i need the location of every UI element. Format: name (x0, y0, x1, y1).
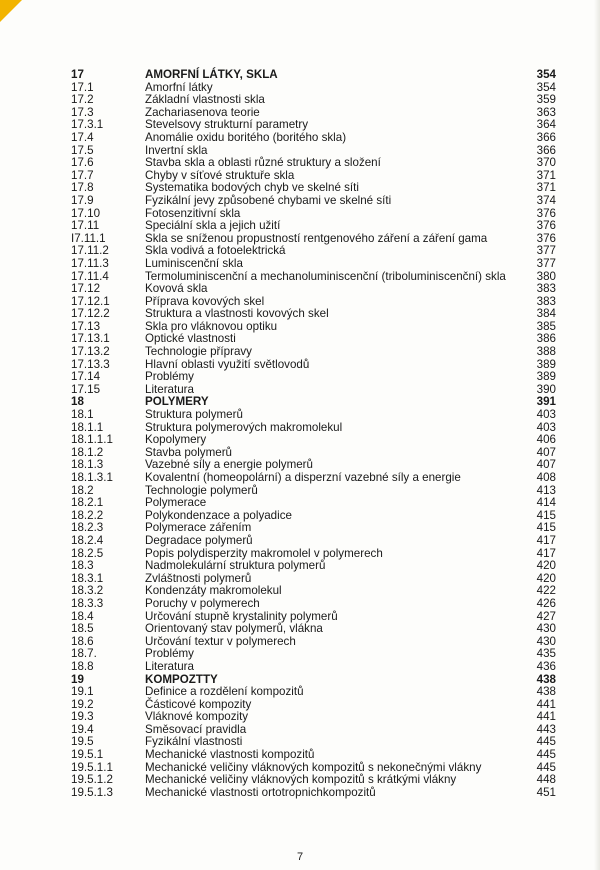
toc-num: 18.3.2 (71, 584, 104, 598)
toc-row (71, 636, 556, 649)
toc-title: Definice a rozdělení kompozitů (145, 685, 304, 699)
toc-num: 17.11 (71, 219, 100, 233)
toc-page: 427 (536, 609, 556, 623)
toc-num: 19.5.1.2 (71, 773, 113, 787)
toc-page: 376 (536, 219, 556, 233)
toc-row (71, 333, 556, 346)
toc-row (71, 598, 556, 611)
toc-num: 17.3.1 (71, 118, 104, 132)
toc-page: 445 (536, 735, 556, 749)
toc-title: Kondenzáty makromolekul (145, 584, 282, 598)
toc-title: Speciální skla a jejich užití (145, 219, 281, 233)
toc-page: 415 (536, 521, 556, 535)
toc-num: 17.12 (71, 282, 101, 296)
toc-num: 19.3 (71, 710, 94, 724)
toc-title: Polymerace (145, 496, 207, 510)
toc-page: 354 (536, 68, 556, 81)
toc-num: 19.4 (71, 722, 94, 736)
toc-title: Struktura polymerů (145, 408, 243, 422)
toc-num: 17.7 (71, 168, 94, 182)
toc-title: Směsovací pravidla (145, 722, 247, 736)
toc-num: 19.1 (71, 685, 94, 699)
toc-num: 18.2 (71, 483, 94, 497)
toc-chapter-row (71, 396, 556, 409)
toc-title: Mechanické vlastnosti kompozitů (145, 748, 315, 762)
toc-title: Nadmolekulární struktura polymerů (145, 559, 326, 573)
toc-row (71, 686, 556, 699)
toc-row (71, 711, 556, 724)
toc-title: Popis polydisperzity makromolel v polymerech (145, 546, 383, 560)
toc-title: Zachariasenova teorie (145, 105, 260, 119)
toc-num: 18.1.1 (71, 420, 104, 434)
toc-page: 359 (536, 93, 556, 107)
toc-title: Technologie polymerů (145, 483, 258, 497)
toc-page: 441 (536, 710, 556, 724)
toc-row (71, 787, 556, 800)
toc-row (71, 107, 556, 120)
toc-num: 18.2.2 (71, 508, 104, 522)
toc-row (71, 774, 556, 787)
toc-row (71, 283, 556, 296)
toc-page: 408 (536, 471, 556, 484)
toc-title: Polykondenzace a polyadice (145, 508, 292, 522)
toc-title: Technologie přípravy (145, 345, 252, 359)
toc-row (71, 409, 556, 422)
table-of-contents (71, 69, 556, 799)
toc-num: 18 (71, 395, 84, 409)
toc-title: Problémy (145, 647, 194, 661)
toc-title: Základní vlastnosti skla (145, 93, 265, 107)
toc-num: 17.8 (71, 181, 94, 195)
toc-num: 17.14 (71, 370, 101, 384)
toc-page: 430 (536, 634, 556, 648)
toc-row (71, 699, 556, 712)
toc-page: 415 (536, 508, 556, 522)
toc-num: 18.7. (71, 647, 97, 661)
toc-page: 385 (536, 319, 556, 333)
toc-num: 17.11.3 (71, 256, 109, 270)
toc-num: 17.3 (71, 105, 94, 119)
toc-row (71, 384, 556, 397)
toc-title: KOMPOZTTY (145, 672, 218, 686)
toc-num: 17.5 (71, 143, 94, 157)
toc-page: 377 (536, 244, 556, 258)
toc-num: 19 (71, 672, 84, 686)
toc-num: 19.5.1.3 (71, 785, 113, 799)
toc-num: 17.10 (71, 206, 101, 220)
toc-num: 18.1.1.1 (71, 433, 113, 447)
toc-num: 17.15 (71, 382, 101, 396)
toc-page: 366 (536, 143, 556, 157)
toc-title: Mechanické veličiny vláknových kompozitů s nekonečnými vlákny (145, 760, 482, 774)
toc-row (71, 245, 556, 258)
toc-num: 18.3.3 (71, 596, 104, 610)
toc-page: 376 (536, 206, 556, 220)
toc-page: 377 (536, 256, 556, 270)
toc-num: 18.3 (71, 559, 94, 573)
toc-row (71, 422, 556, 435)
toc-page: 438 (536, 672, 556, 686)
toc-title: Fotosenzitivní skla (145, 206, 241, 220)
toc-page: 383 (536, 294, 556, 308)
toc-row (71, 434, 556, 447)
toc-chapter-row (71, 674, 556, 687)
toc-row (71, 157, 556, 170)
toc-page: 406 (536, 433, 556, 447)
toc-row (71, 359, 556, 372)
toc-page: 364 (536, 118, 556, 132)
toc-title: Stavba polymerů (145, 445, 232, 459)
toc-num: 17 (71, 68, 84, 81)
toc-num: 17.13.2 (71, 345, 110, 359)
toc-num: 18.8 (71, 659, 94, 673)
toc-page: 370 (536, 156, 556, 170)
toc-page: 374 (536, 193, 556, 207)
toc-title: Mechanické veličiny vláknových kompozitů s krátkými vlákny (145, 773, 457, 787)
toc-page: 386 (536, 332, 556, 346)
toc-title: Kovová skla (145, 282, 208, 296)
toc-page: 371 (536, 181, 556, 195)
toc-title: Chyby v síťové struktuře skla (145, 168, 295, 182)
toc-num: 17.12.2 (71, 307, 110, 321)
toc-row (71, 258, 556, 271)
toc-page: 413 (536, 483, 556, 497)
toc-row (71, 535, 556, 548)
toc-page: 445 (536, 748, 556, 762)
toc-row (71, 371, 556, 384)
toc-page: 430 (536, 622, 556, 636)
toc-row (71, 522, 556, 535)
toc-row (71, 472, 556, 485)
toc-num: 18.1.3.1 (71, 471, 113, 484)
toc-title: Určování stupně krystalinity polymerů (145, 609, 338, 623)
toc-num: 18.1 (71, 408, 94, 422)
toc-page: 445 (536, 760, 556, 774)
toc-title: Fyzikální jevy způsobené chybami ve skelné síti (145, 193, 392, 207)
toc-title: Částicové kompozity (145, 697, 252, 711)
toc-num: 18.3.1 (71, 571, 104, 585)
toc-num: 19.2 (71, 697, 94, 711)
toc-num: 18.4 (71, 609, 94, 623)
toc-num: 18.2.5 (71, 546, 104, 560)
toc-row (71, 724, 556, 737)
toc-title: Termoluminiscenční a mechanoluminiscenční (triboluminiscenční) skla (145, 269, 506, 283)
toc-title: Mechanické vlastnosti ortotropnichkompozitů (145, 785, 376, 799)
toc-row (71, 82, 556, 95)
toc-page: 435 (536, 647, 556, 661)
toc-title: Fyzikální vlastnosti (145, 735, 243, 749)
toc-page: 376 (536, 231, 556, 245)
toc-title: Degradace polymerů (145, 533, 253, 547)
toc-num: 17.13.3 (71, 357, 110, 371)
toc-num: 19.5.1 (71, 748, 104, 762)
toc-row (71, 497, 556, 510)
toc-row (71, 94, 556, 107)
toc-page: 389 (536, 357, 556, 371)
toc-num: 17.11.4 (71, 269, 109, 283)
toc-row (71, 573, 556, 586)
toc-row (71, 220, 556, 233)
toc-title: Zvláštnosti polymerů (145, 571, 252, 585)
toc-title: Kopolymery (145, 433, 207, 447)
toc-title: Luminiscenční skla (145, 256, 243, 270)
toc-num: 18.2.1 (71, 496, 104, 510)
toc-num: 18.5 (71, 622, 94, 636)
toc-page: 417 (536, 546, 556, 560)
toc-page: 354 (536, 80, 556, 94)
toc-num: 17.12.1 (71, 294, 110, 308)
toc-row (71, 132, 556, 145)
toc-title: Skla se sníženou propustností rentgenového záření a záření gama (145, 231, 488, 245)
toc-num: 18.2.4 (71, 533, 104, 547)
toc-page: 417 (536, 533, 556, 547)
toc-title: Příprava kovových skel (145, 294, 265, 308)
toc-page: 438 (536, 685, 556, 699)
toc-page: 443 (536, 722, 556, 736)
toc-num: 17.13.1 (71, 332, 110, 346)
toc-row (71, 346, 556, 359)
toc-num: 17.13 (71, 319, 101, 333)
toc-num: 18.1.3 (71, 458, 104, 472)
toc-title: Skla pro vláknovou optiku (145, 319, 278, 333)
toc-title: Určování textur v polymerech (145, 634, 296, 648)
toc-page: 414 (536, 496, 556, 510)
toc-title: Systematika bodových chyb ve skelné síti (145, 181, 359, 195)
toc-row (71, 510, 556, 523)
toc-page: 403 (536, 420, 556, 434)
toc-num: 17.1 (71, 80, 94, 94)
toc-num: 19.5 (71, 735, 94, 749)
toc-page: 448 (536, 773, 556, 787)
toc-chapter-row (71, 69, 556, 82)
toc-title: Invertní skla (145, 143, 208, 157)
toc-num: I7.11.1 (71, 231, 106, 245)
toc-page: 420 (536, 559, 556, 573)
toc-title: AMORFNÍ LÁTKY, SKLA (145, 68, 278, 81)
toc-page: 426 (536, 596, 556, 610)
toc-row (71, 661, 556, 674)
toc-page: 391 (536, 395, 556, 409)
toc-row (71, 195, 556, 208)
toc-title: Vazebné síly a energie polymerů (145, 458, 313, 472)
toc-title: Polymerace zářením (145, 521, 252, 535)
toc-row (71, 271, 556, 284)
toc-page: 403 (536, 408, 556, 422)
toc-title: Stevelsovy strukturní parametry (145, 118, 309, 132)
toc-num: 18.1.2 (71, 445, 104, 459)
toc-num: 17.11.2 (71, 244, 109, 258)
toc-page: 420 (536, 571, 556, 585)
toc-page: 384 (536, 307, 556, 321)
toc-title: Stavba skla a oblasti různé struktury a složení (145, 156, 381, 170)
toc-page: 407 (536, 458, 556, 472)
toc-title: Amorfní látky (145, 80, 213, 94)
toc-page: 383 (536, 282, 556, 296)
toc-row (71, 447, 556, 460)
toc-num: 18.6 (71, 634, 94, 648)
toc-num: 17.9 (71, 193, 94, 207)
toc-num: 18.2.3 (71, 521, 104, 535)
toc-title: Hlavní oblasti využití světlovodů (145, 357, 310, 371)
toc-title: Struktura a vlastnosti kovových skel (145, 307, 329, 321)
toc-row (71, 208, 556, 221)
toc-title: Vláknové kompozity (145, 710, 249, 724)
toc-title: Literatura (145, 659, 194, 673)
page-number: 7 (296, 851, 304, 863)
toc-title: Kovalentní (homeopolární) a disperzní vazebné síly a energie (145, 471, 461, 484)
toc-title: Poruchy v polymerech (145, 596, 260, 610)
toc-page: 436 (536, 659, 556, 673)
toc-page: 451 (536, 785, 556, 799)
yellow-corner-mark (0, 0, 22, 22)
toc-num: 17.6 (71, 156, 94, 170)
toc-row (71, 585, 556, 598)
toc-row (71, 308, 556, 321)
toc-row (71, 560, 556, 573)
toc-title: Struktura polymerových makromolekul (145, 420, 343, 434)
toc-title: Skla vodivá a fotoelektrická (145, 244, 286, 258)
page-edge-shadow (594, 0, 600, 870)
toc-title: Orientovaný stav polymerů, vlákna (145, 622, 323, 636)
toc-row (71, 485, 556, 498)
toc-title: Optické vlastnosti (145, 332, 236, 346)
toc-page: 366 (536, 130, 556, 144)
toc-row (71, 623, 556, 636)
toc-title: Anomálie oxidu boritého (boritého skla) (145, 130, 347, 144)
toc-page: 407 (536, 445, 556, 459)
toc-page: 363 (536, 105, 556, 119)
toc-num: 17.2 (71, 93, 94, 107)
toc-page: 441 (536, 697, 556, 711)
toc-page: 371 (536, 168, 556, 182)
toc-num: 17.4 (71, 130, 94, 144)
toc-row (71, 233, 556, 246)
toc-title: POLYMERY (145, 395, 209, 409)
toc-row (71, 321, 556, 334)
toc-page: 422 (536, 584, 556, 598)
toc-row (71, 749, 556, 762)
toc-page: 388 (536, 345, 556, 359)
toc-page: 390 (536, 382, 556, 396)
toc-page: 380 (536, 269, 556, 283)
toc-title: Literatura (145, 382, 194, 396)
toc-title: Problémy (145, 370, 194, 384)
toc-page: 389 (536, 370, 556, 384)
toc-row (71, 648, 556, 661)
toc-num: 19.5.1.1 (71, 760, 113, 774)
